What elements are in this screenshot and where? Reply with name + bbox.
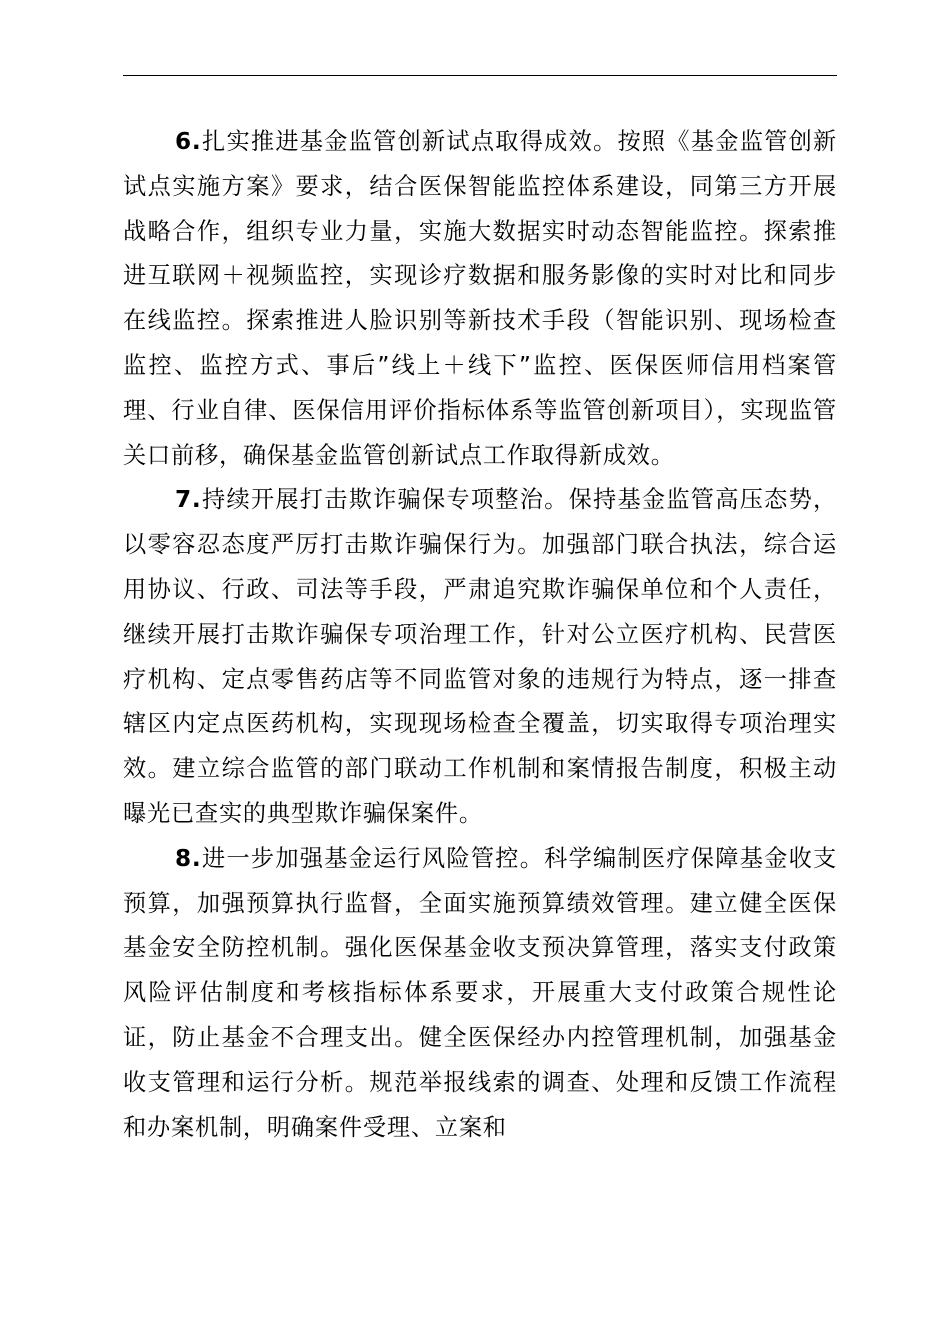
paragraph-number: 6. xyxy=(175,128,202,155)
paragraph-7 xyxy=(123,478,837,836)
paragraph-text: 扎实推进基金监管创新试点取得成效。按照《基金监管创新试点实施方案》要求，结合医保智能监控体系建设，同第三方开展战略合作，组织专业力量，实施大数据实时动态智能监控。探索推进互联网＋视频监控，实现诊疗数据和服务影像的实时对比和同步在线监控。探索推进人脸识别等新技术手段（智能识别、现场检查监控、监控方式、事后”线上＋线下”监控、医保医师信用档案管理、行业自律、医保信用评价指标体系等监管创新项目），实现监管关口前移，确保基金监管创新试点工作取得新成效。 xyxy=(123,128,837,469)
paragraph-text: 持续开展打击欺诈骗保专项整治。保持基金监管高压态势，以零容忍态度严厉打击欺诈骗保行为。加强部门联合执法，综合运用协议、行政、司法等手段，严肃追究欺诈骗保单位和个人责任，继续开展打击欺诈骗保专项治理工作，针对公立医疗机构、民营医疗机构、定点零售药店等不同监管对象的违规行为特点，逐一排查辖区内定点医药机构，实现现场检查全覆盖，切实取得专项治理实效。建立综合监管的部门联动工作机制和案情报告制度，积极主动曝光已查实的典型欺诈骗保案件。 xyxy=(123,486,837,827)
paragraph-text: 进一步加强基金运行风险管控。科学编制医疗保障基金收支预算，加强预算执行监督，全面实施预算绩效管理。建立健全医保基金安全防控机制。强化医保基金收支预决算管理，落实支付政策风险评估制度和考核指标体系要求，开展重大支付政策合规性论证，防止基金不合理支出。健全医保经办内控管理机制，加强基金收支管理和运行分析。规范举报线索的调查、处理和反馈工作流程和办案机制，明确案件受理、立案和 xyxy=(123,844,837,1141)
document-body xyxy=(123,120,837,1150)
paragraph-8 xyxy=(123,837,837,1151)
paragraph-number: 7. xyxy=(175,486,202,514)
paragraph-6 xyxy=(123,120,837,478)
header-rule xyxy=(123,75,837,76)
paragraph-number: 8. xyxy=(175,844,202,872)
